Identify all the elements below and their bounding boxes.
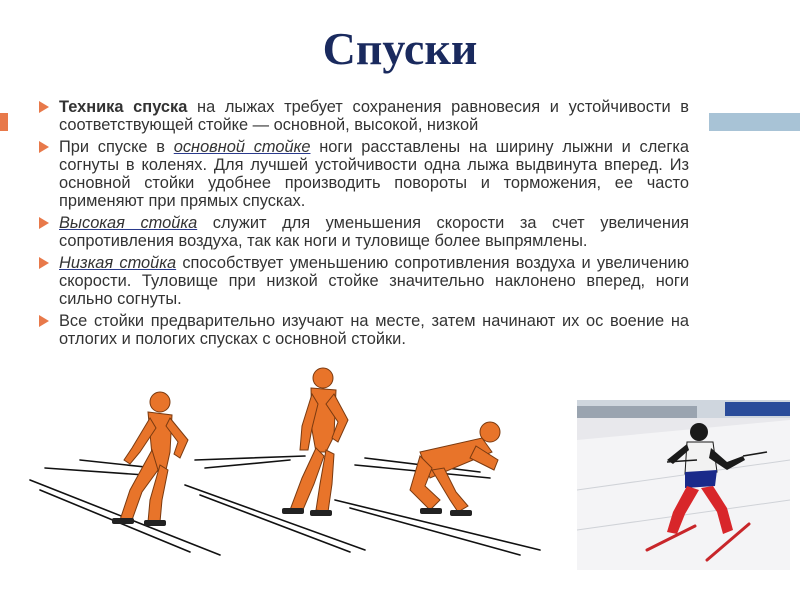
lead-term: Высокая стойка: [59, 214, 198, 232]
paragraph-text: служит для уменьшения скорости за счет увеличения сопротивления воздуха, так как ноги и туловище более выпрямлены.: [59, 214, 689, 250]
paragraph-text: ноги расставлены на ширину лыжни и слегка согнуты в коленях. Для лучшей устойчивости одна лыжа выдвинута вперед. Из основной стойки удобнее производить повороты и торможения, ее часто применяют при прямых спусках.: [59, 138, 689, 210]
left-accent-bar: [0, 113, 8, 131]
paragraph-text: способствует уменьшению сопротивления воздуха и увеличению скорости. Туловище при низкой стойке значительно наклонено вперед, ноги сильно согнуты.: [59, 254, 689, 308]
paragraph-technique: [37, 98, 689, 134]
right-accent-bar: [709, 113, 800, 131]
skiers-stances-illustration: [20, 360, 560, 570]
downhill-skier-photo: [577, 400, 790, 570]
bullet-marker-icon: [39, 257, 49, 269]
paragraph-high-stance: [37, 214, 689, 250]
paragraph-text: на лыжах требует сохранения равновесия и устойчивости в соответствующей стойке — основной, высокой, низкой: [59, 98, 689, 134]
paragraph-basic-stance: [37, 138, 689, 210]
bullet-marker-icon: [39, 141, 49, 153]
slide-title: Спуски: [322, 23, 478, 74]
paragraph-learning: [37, 312, 689, 348]
paragraph-text: Все стойки предварительно изучают на месте, затем начинают их ос воение на отлогих и пологих спусках с основной стойки.: [59, 312, 689, 348]
text-body: [37, 98, 689, 366]
paragraph-prefix: При спуске в: [59, 138, 174, 156]
lead-term: Низкая стойка: [59, 254, 177, 272]
lead-term: основной стойке: [173, 138, 311, 156]
bullet-marker-icon: [39, 101, 49, 113]
lead-term: Техника спуска: [59, 98, 188, 116]
bullet-marker-icon: [39, 217, 49, 229]
bullet-marker-icon: [39, 315, 49, 327]
paragraph-low-stance: [37, 254, 689, 308]
